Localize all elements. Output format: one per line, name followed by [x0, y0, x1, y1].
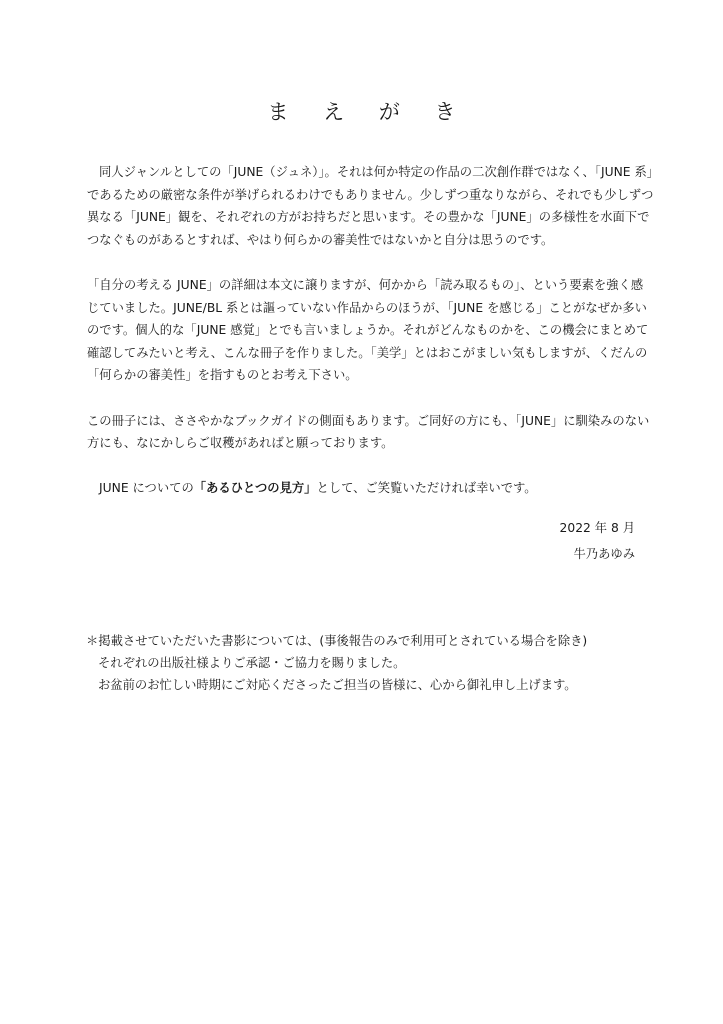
footnote-line: それぞれの出版社様よりご承認・ご協力を賜りました。: [98, 656, 406, 670]
closing-after: として、ご笑覧いただければ幸いです。: [316, 481, 537, 496]
text-line: 確認してみたいと考え、こんな冊子を作りました。「美学」とはおこがましい気もしますが、くだんの: [87, 345, 648, 360]
text-line: 方にも、なにかしらご収穫があればと願っております。: [87, 436, 394, 451]
text-line: じていました。JUNE/BL 系とは謳っていない作品からのほうが、「JUNE を感じる」ことがなぜか多い: [87, 300, 647, 315]
text-line: 同人ジャンルとしての「JUNE（ジュネ）」。それは何か特定の作品の二次創作群ではなく、「JUNE 系」: [99, 165, 660, 179]
paragraph-2: [87, 274, 649, 387]
footnote-line: お盆前のお忙しい時期にご対応くださったご担当の皆様に、心から御礼申し上げます。: [98, 678, 577, 692]
body-text: [87, 161, 660, 523]
text-line: 「自分の考える JUNE」の詳細は本文に譲りますが、何かから「読み取るもの」、という要素を強く感: [87, 277, 644, 292]
closing-paragraph: [87, 477, 641, 500]
closing-before: JUNE についての: [99, 481, 194, 496]
closing-emphasis: 「あるひとつの見方」: [193, 481, 317, 496]
footnote: [86, 630, 646, 696]
text-line: 「何らかの審美性」を指すものとお考え下さい。: [87, 368, 358, 383]
closing-line: [87, 477, 641, 500]
paragraph-3: [87, 410, 650, 455]
text-line: であるための厳密な条件が挙げられるわけでもありません。少しずつ重なりながら、それでも少しずつ: [87, 187, 654, 202]
text-line: 異なる「JUNE」観を、それぞれの方がお持ちだと思います。その豊かな「JUNE」の多様性を水面下で: [87, 210, 650, 225]
footnote-line: ＊掲載させていただいた書影については、(事後報告のみで利用可とされている場合を除き): [86, 634, 588, 648]
paragraph-1: [87, 161, 660, 251]
text-line: のです。個人的な「JUNE 感覚」とでも言いましょうか。それがどんなものかを、この機会にまとめて: [87, 323, 649, 338]
date: 2022 年 8 月: [559, 521, 635, 535]
text-line: この冊子には、ささやかなブックガイドの側面もあります。ご同好の方にも、「JUNE」に馴染みのない: [87, 413, 650, 428]
text-line: つなぐものがあるとすれば、やはり何らかの審美性ではないかと自分は思うのです。: [87, 232, 554, 247]
author-name: 牛乃あゆみ: [573, 547, 635, 561]
page-title: ま え が き: [267, 100, 470, 124]
